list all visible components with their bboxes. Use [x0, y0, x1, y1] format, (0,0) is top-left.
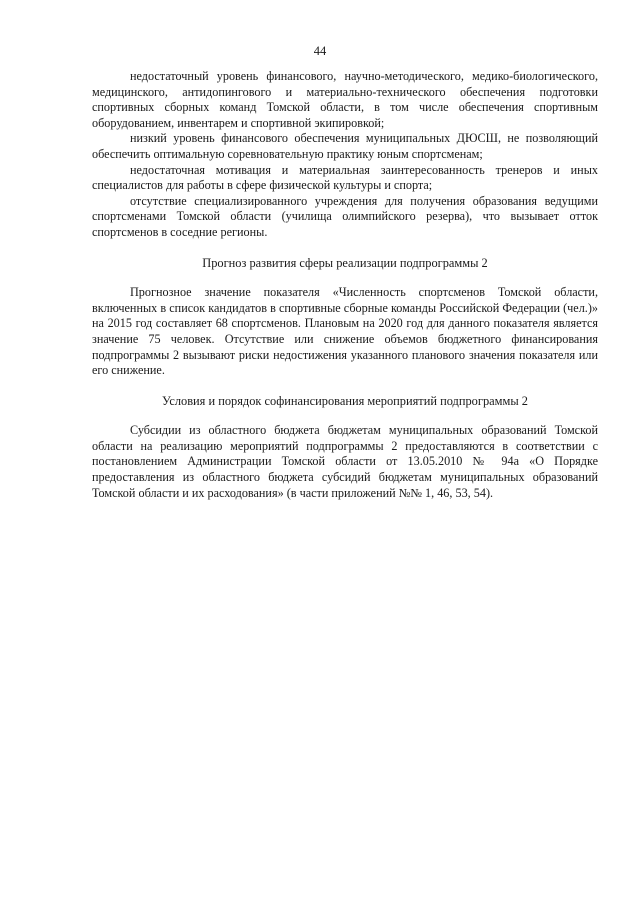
page-body: [92, 69, 598, 501]
risk-item: низкий уровень финансового обеспечения муниципальных ДЮСШ, не позволяющий обеспечить оптимальную соревновательную практику юным спортсменам;: [92, 131, 598, 161]
section-heading-forecast: Прогноз развития сферы реализации подпрограммы 2: [202, 255, 488, 270]
page-number: 44: [313, 44, 327, 58]
section-heading-cofinancing: Условия и порядок софинансирования мероприятий подпрограммы 2: [162, 393, 528, 408]
cofinancing-paragraph: Субсидии из областного бюджета бюджетам муниципальных образований Томской области на реализацию мероприятий подпрограммы 2 предоставляются в соответствии с постановлением Администрации Томской области от 13.05.2010 № 94а «О Порядке предоставления из областного бюджета субсидий бюджетам муниципальных образований Томской области и их расходования» (в части приложений №№ 1, 46, 53, 54).: [92, 423, 598, 500]
risk-item: отсутствие специализированного учреждения для получения образования ведущими спортсменами Томской области (училища олимпийского резерва), что вызывает отток спортсменов в соседние регионы.: [92, 193, 598, 239]
risk-item: недостаточная мотивация и материальная заинтересованность тренеров и иных специалистов для работы в сфере физической культуры и спорта;: [92, 162, 598, 193]
forecast-paragraph: Прогнозное значение показателя «Численность спортсменов Томской области, включенных в список кандидатов в спортивные сборные команды Российской Федерации (чел.)» на 2015 год составляет 68 спортсменов. Плановым на 2020 год для данного показателя является значение 75 человек. Отсутствие или снижение объемов бюджетного финансирования подпрограммы 2 вызывают риски недостижения указанного планового значения показателя или его снижение.: [92, 285, 598, 378]
risk-list: [92, 69, 598, 241]
risk-item: недостаточный уровень финансового, научно-методического, медико-биологического, медицинского, антидопингового и материально-технического обеспечения подготовки спортивных сборных команд Томской области, в том числе обеспечения спортивным оборудованием, инвентарем и спортивной экипировкой;: [92, 69, 598, 130]
